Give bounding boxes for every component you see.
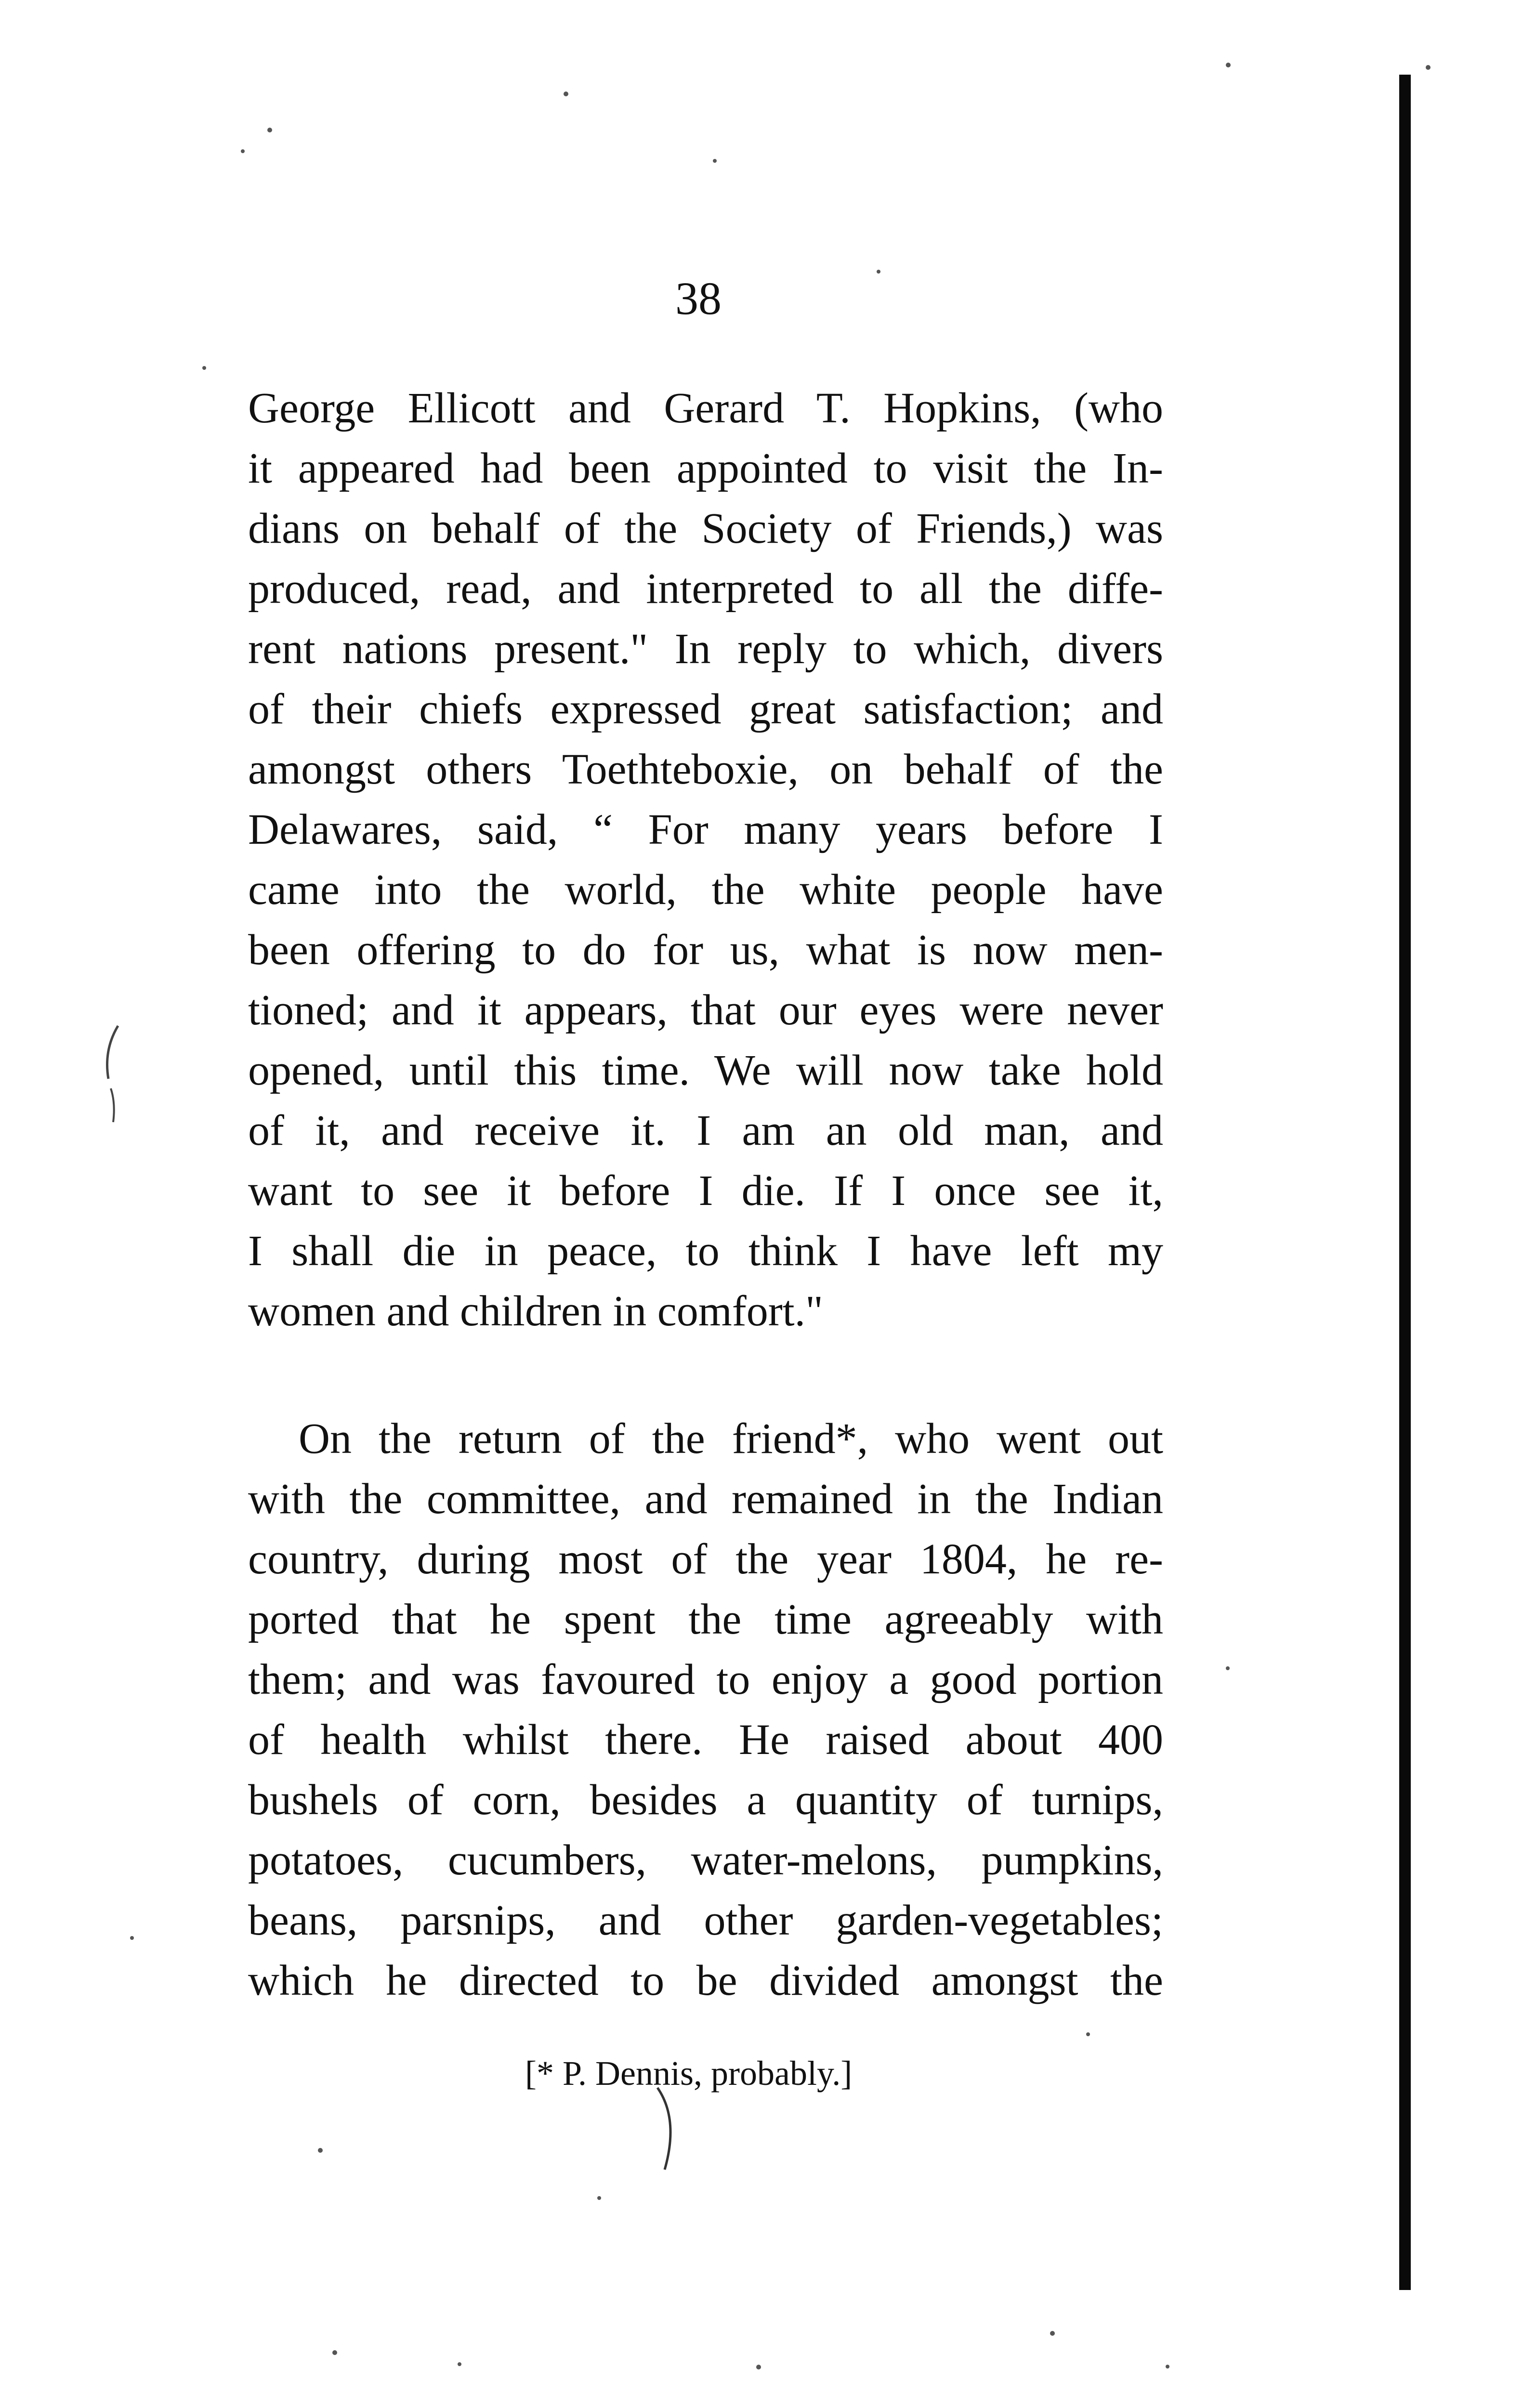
scan-speck [756,2365,761,2369]
text-line: Delawares, said, “ For many years before I [248,806,1163,853]
text-line: beans, parsnips, and other garden-vegetables; [248,1897,1163,1944]
text-line: rent nations present." In reply to which, divers [248,625,1163,673]
scan-speck [1050,2331,1055,2336]
text-line: country, during most of the year 1804, he re- [248,1535,1163,1583]
scan-speck [241,149,245,153]
text-line: been offering to do for us, what is now men- [248,926,1163,974]
scan-mark-left-bracket [92,1021,130,1137]
text-line: amongst others Toethteboxie, on behalf of the [248,746,1163,793]
paragraph-friend-return [248,1409,1163,2011]
scan-speck [1426,65,1431,70]
scan-speck [1166,2365,1169,2369]
scan-speck [713,159,717,163]
text-line: opened, until this time. We will now take hold [248,1047,1163,1094]
scan-speck [564,92,568,96]
text-line: it appeared had been appointed to visit the In- [248,445,1163,492]
scan-speck [202,366,206,370]
text-line: with the committee, and remained in the Indian [248,1475,1163,1523]
text-line: of their chiefs expressed great satisfaction; and [248,685,1163,733]
scan-speck [1226,63,1231,67]
text-line: them; and was favoured to enjoy a good portion [248,1656,1163,1703]
scan-mark-bracket-under-footnote [653,2085,682,2172]
text-line: came into the world, the white people have [248,866,1163,914]
text-line: bushels of corn, besides a quantity of turnips, [248,1776,1163,1824]
paragraph-quotation [248,378,1163,1341]
text-line: of health whilst there. He raised about 400 [248,1716,1163,1764]
scan-speck [597,2196,601,2200]
page-number: 38 [675,273,722,324]
scan-speck [1226,1666,1230,1670]
text-line: dians on behalf of the Society of Friends,) was [248,505,1163,552]
scan-speck [267,128,272,132]
text-line: produced, read, and interpreted to all the diffe- [248,565,1163,613]
scan-speck [1086,2032,1090,2036]
scan-speck [332,2350,337,2355]
scan-speck [458,2362,461,2366]
text-line: women and children in comfort." [248,1287,823,1335]
text-line: which he directed to be divided amongst the [248,1957,1163,2004]
text-line: I shall die in peace, to think I have left my [248,1227,1163,1275]
scan-speck [877,270,880,274]
text-line: George Ellicott and Gerard T. Hopkins, (who [248,384,1163,432]
scan-speck [130,1936,134,1940]
text-line: of it, and receive it. I am an old man, and [248,1107,1163,1154]
text-line: tioned; and it appears, that our eyes were never [248,986,1163,1034]
text-line: want to see it before I die. If I once see it, [248,1167,1163,1215]
scan-speck [318,2148,323,2153]
binding-edge-rule [1399,75,1411,2290]
text-line: potatoes, cucumbers, water-melons, pumpkins, [248,1836,1163,1884]
footnote: [* P. Dennis, probably.] [525,2054,853,2093]
text-line: ported that he spent the time agreeably with [248,1596,1163,1643]
text-line: On the return of the friend*, who went out [299,1415,1163,1463]
